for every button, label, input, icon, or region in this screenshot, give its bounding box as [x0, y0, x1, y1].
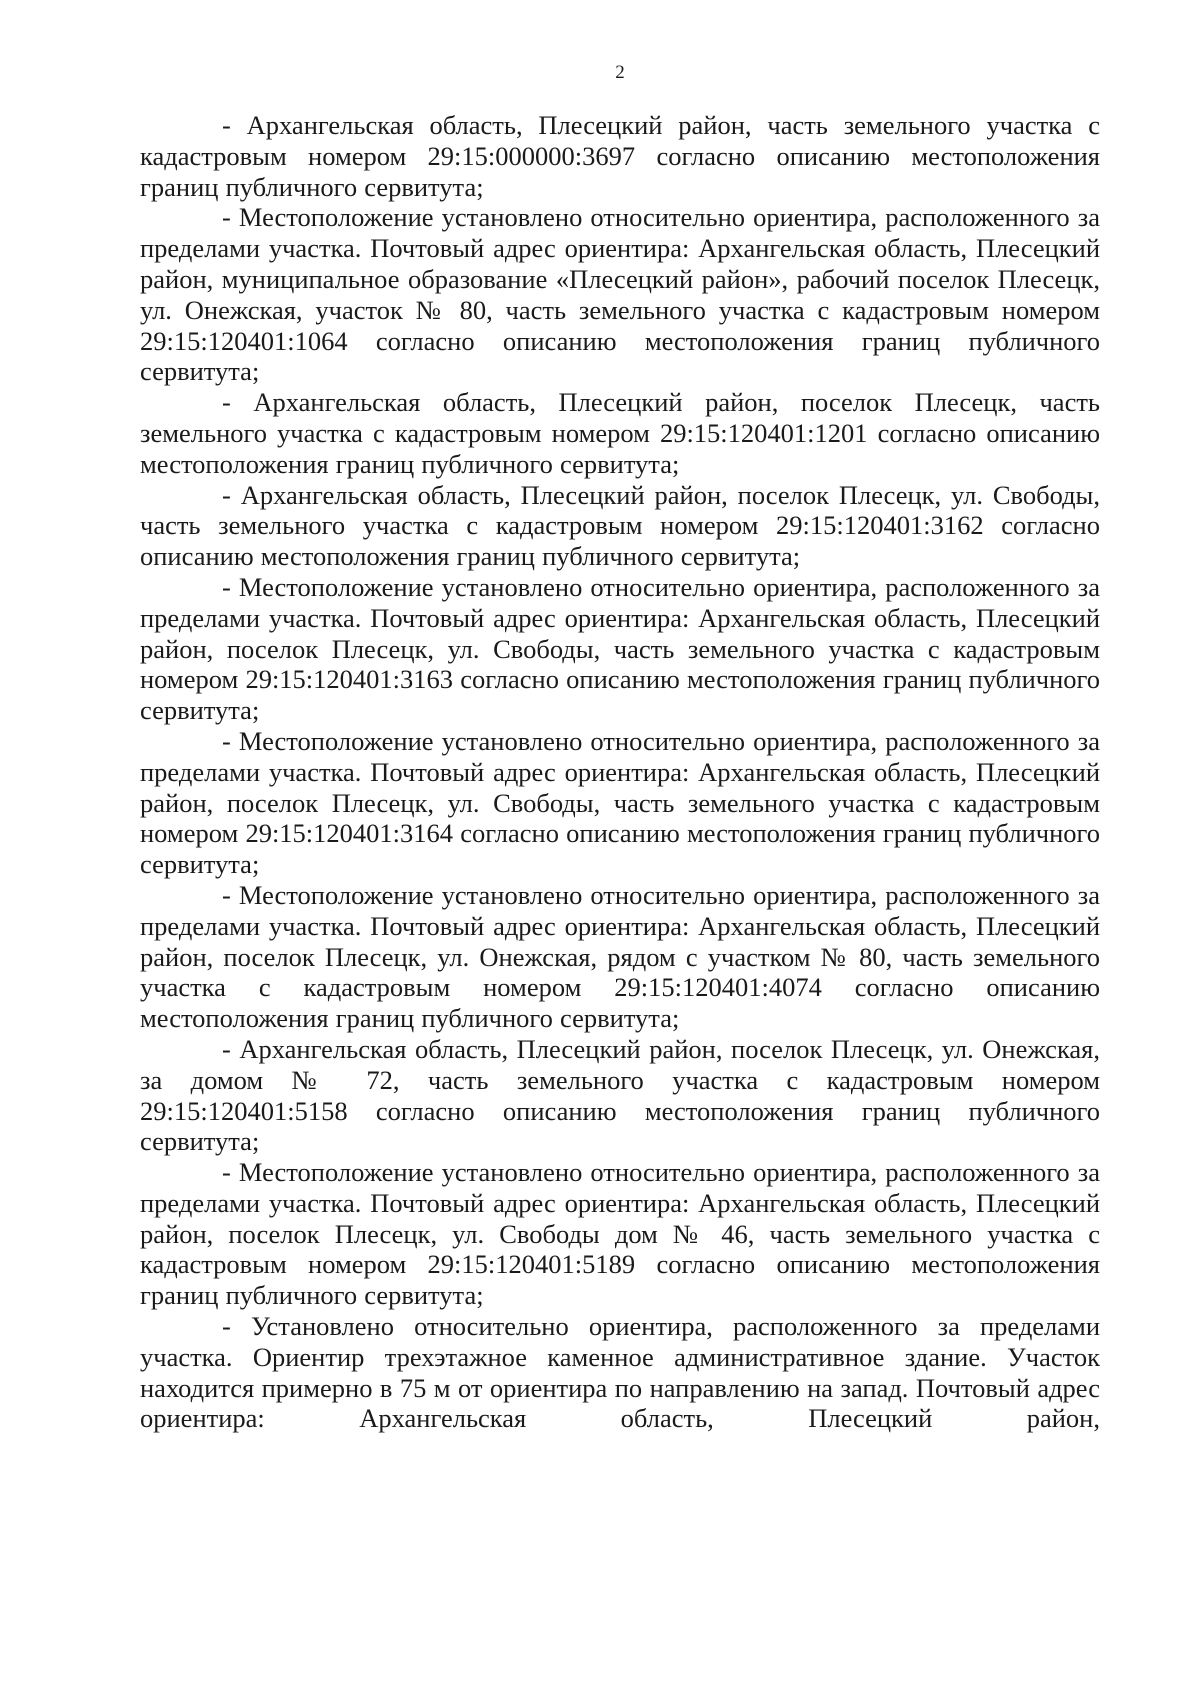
page-number: 2 [615, 62, 625, 83]
paragraph-servitude-1201: - Архангельская область, Плесецкий район, поселок Плесецк, часть земельного участка с кадастровым номером 29:15:120401:1201 согласно описанию местоположения границ публичного сервитута; [140, 387, 1100, 479]
paragraph-servitude-5158: - Архангельская область, Плесецкий район, поселок Плесецк, ул. Онежская, за домом № 72, часть земельного участка с кадастровым номером 29:15:120401:5158 согласно описанию местоположения границ публичного сервитута; [140, 1033, 1100, 1157]
paragraph-servitude-3162: - Архангельская область, Плесецкий район, поселок Плесецк, ул. Свободы, часть земельного участка с кадастровым номером 29:15:120401:3162 согласно описанию местоположения границ публичного сервитута; [140, 479, 1100, 572]
paragraph-servitude-1064: - Местоположение установлено относительно ориентира, расположенного за пределами участка. Почтовый адрес ориентира: Архангельская область, Плесецкий район, муниципальное образование «Плесецкий район», рабочий поселок Плесецк, ул. Онежская, участок № 80, часть земельного участка с кадастровым номером 29:15:120401:1064 согласно описанию местоположения границ публичного сервитута; [140, 202, 1100, 387]
paragraph-servitude-3163: - Местоположение установлено относительно ориентира, расположенного за пределами участка. Почтовый адрес ориентира: Архангельская область, Плесецкий район, поселок Плесецк, ул. Свободы, часть земельного участка с кадастровым номером 29:15:120401:3163 согласно описанию местоположения границ публичного сервитута; [140, 571, 1100, 726]
paragraph-servitude-3164: - Местоположение установлено относительно ориентира, расположенного за пределами участка. Почтовый адрес ориентира: Архангельская область, Плесецкий район, поселок Плесецк, ул. Свободы, часть земельного участка с кадастровым номером 29:15:120401:3164 согласно описанию местоположения границ публичного сервитута; [140, 725, 1100, 880]
document-body [140, 110, 1100, 1434]
paragraph-servitude-4074: - Местоположение установлено относительно ориентира, расположенного за пределами участка. Почтовый адрес ориентира: Архангельская область, Плесецкий район, поселок Плесецк, ул. Онежская, рядом с участком № 80, часть земельного участка с кадастровым номером 29:15:120401:4074 согласно описанию местоположения границ публичного сервитута; [140, 879, 1100, 1034]
paragraph-servitude-landmark-building: - Установлено относительно ориентира, расположенного за пределами участка. Ориентир трехэтажное каменное административное здание. Участок находится примерно в 75 м от ориентира по направлению на запад. Почтовый адрес ориентира: Архангельская область, Плесецкий район, [140, 1311, 1100, 1434]
paragraph-servitude-5189: - Местоположение установлено относительно ориентира, расположенного за пределами участка. Почтовый адрес ориентира: Архангельская область, Плесецкий район, поселок Плесецк, ул. Свободы дом № 46, часть земельного участка с кадастровым номером 29:15:120401:5189 согласно описанию местоположения границ публичного сервитута; [140, 1157, 1100, 1311]
paragraph-servitude-3697: - Архангельская область, Плесецкий район, часть земельного участка с кадастровым номером 29:15:000000:3697 согласно описанию местоположения границ публичного сервитута; [140, 110, 1100, 202]
